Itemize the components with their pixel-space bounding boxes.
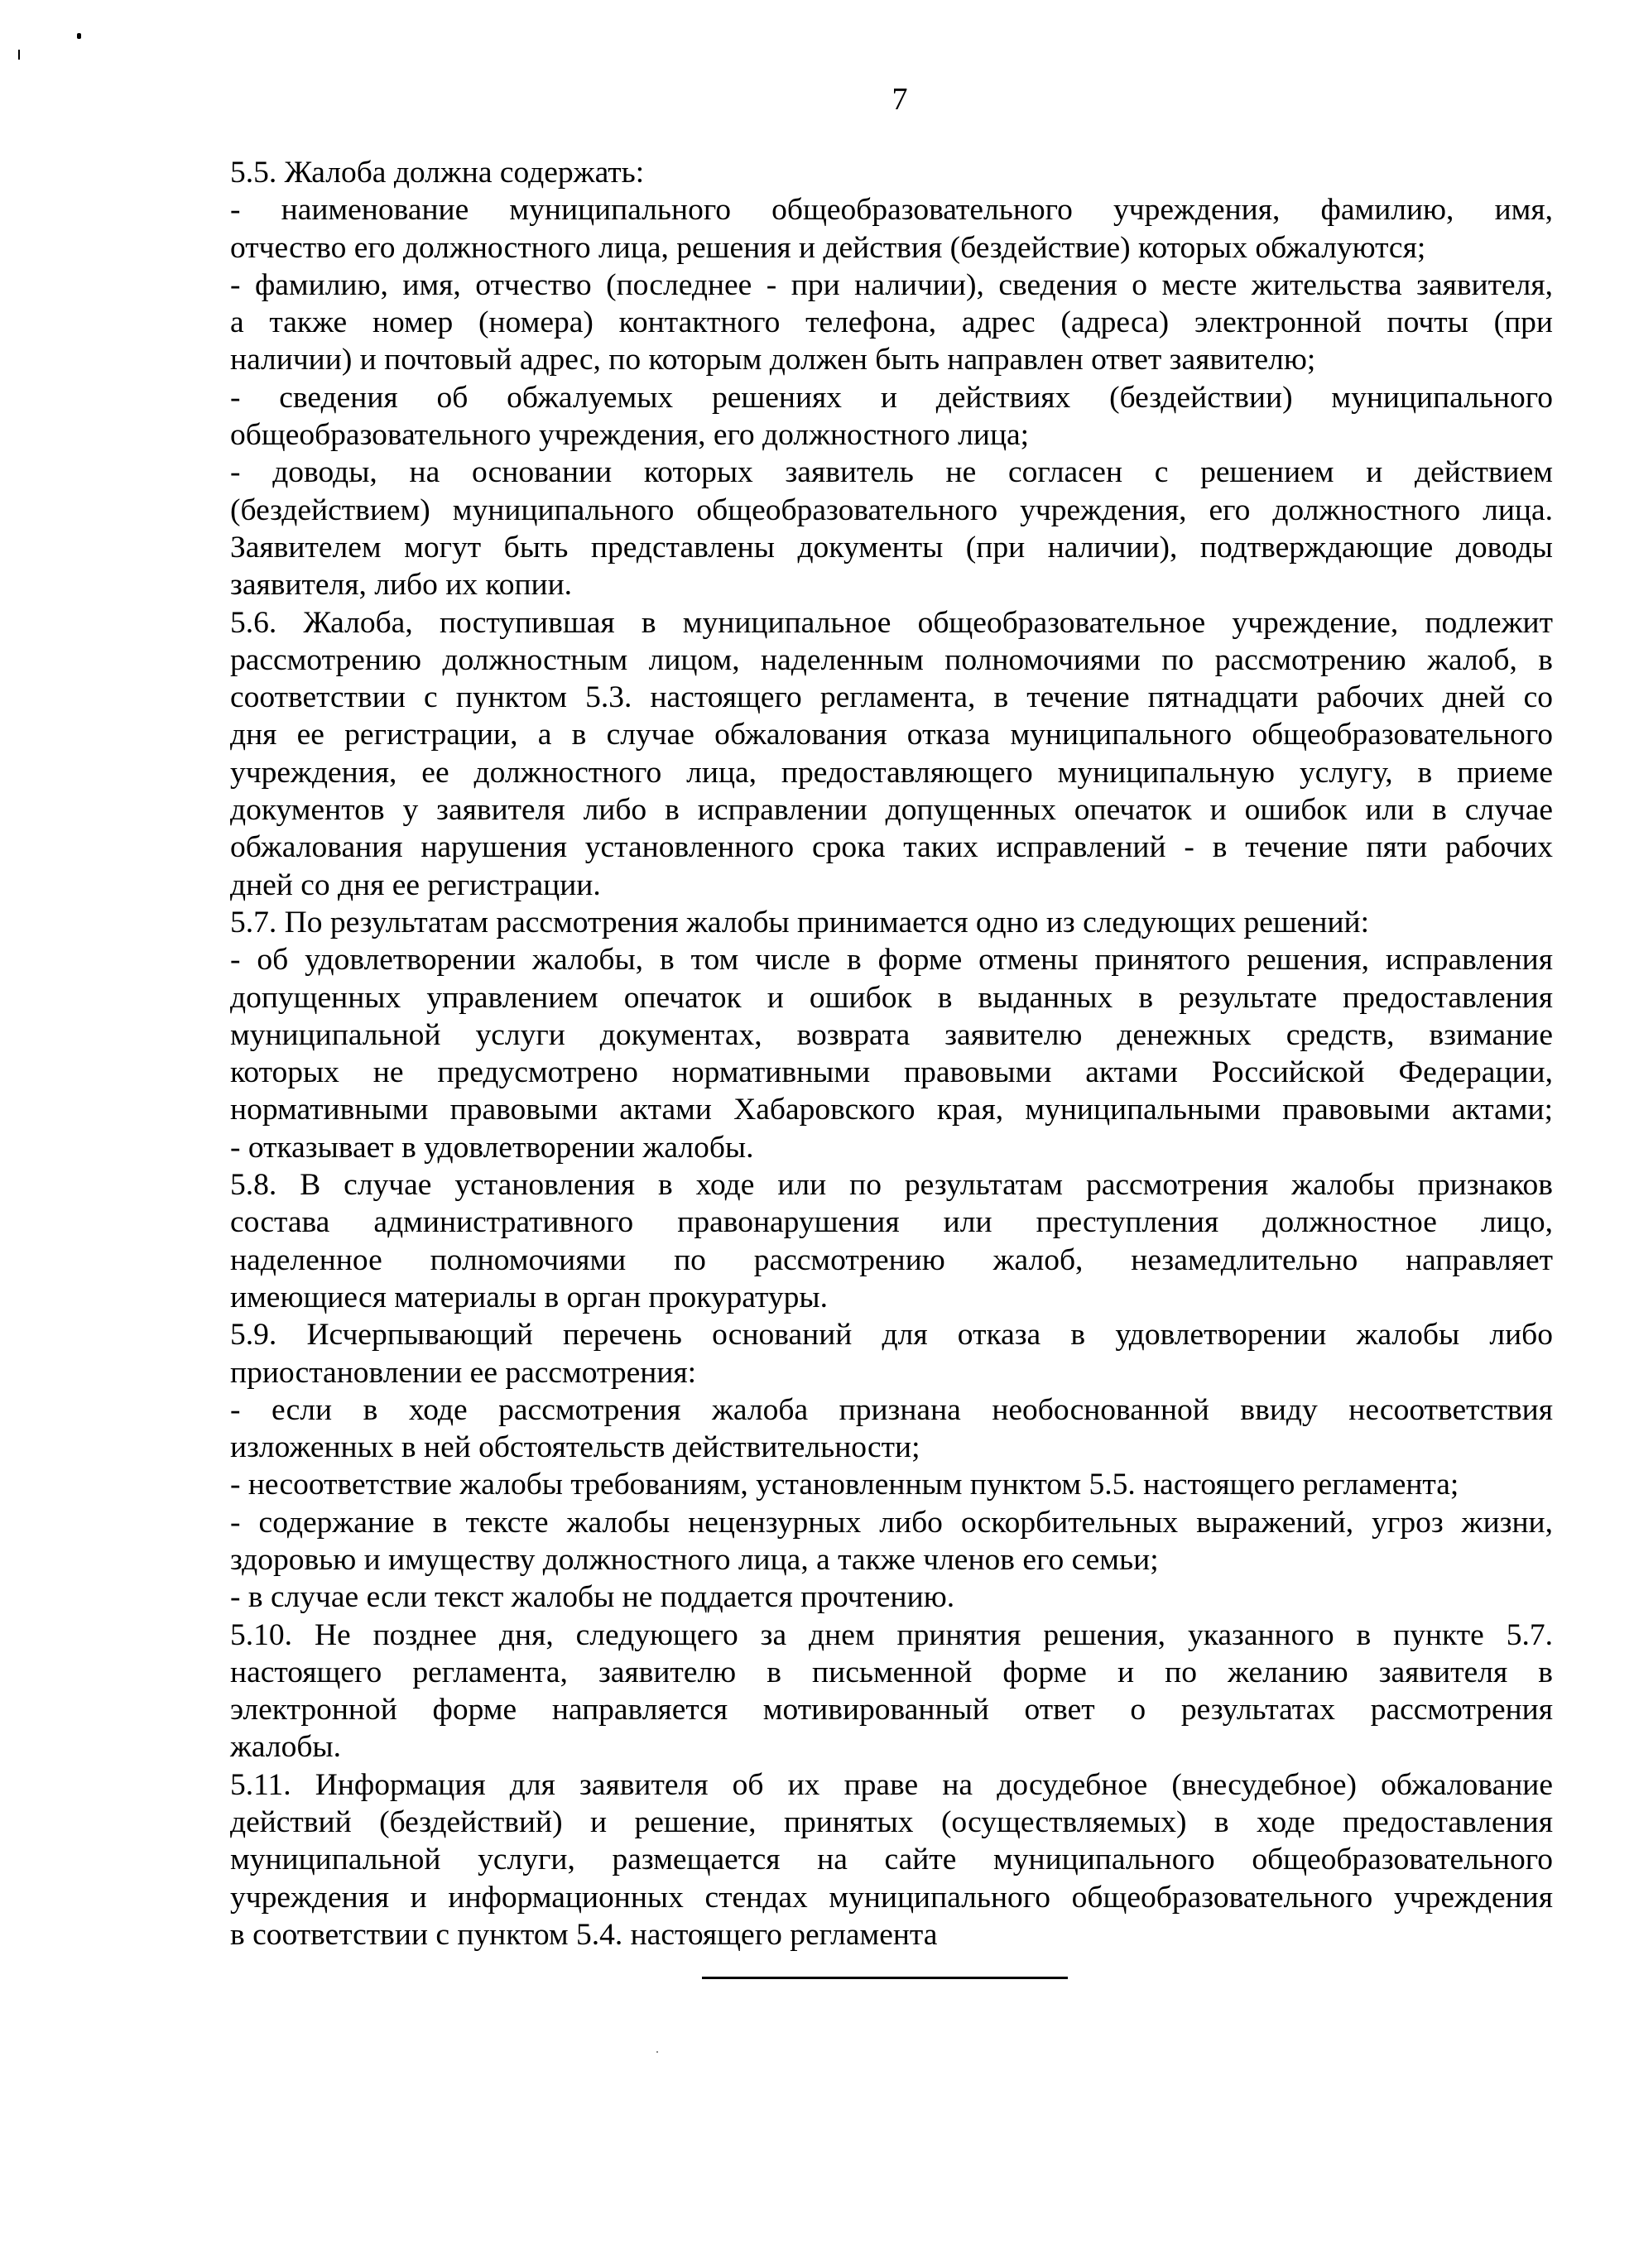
text-line: а также номер (номера) контактного телефона, адрес (адреса) электронной почты (при [230,305,1553,340]
text-line: 5.9. Исчерпывающий перечень оснований для отказа в удовлетворении жалобы либо [230,1318,1553,1353]
text-line: документов у заявителя либо в исправлении допущенных опечаток и ошибок или в случае [230,793,1553,828]
text-line: муниципальной услуги документах, возврата заявителю денежных средств, взимание [230,1017,1553,1052]
scan-artifact [18,50,20,60]
text-line: 5.8. В случае установления в ходе или по результатам рассмотрения жалобы признаков [230,1168,1553,1203]
end-of-section-rule [702,1977,1068,1979]
text-line: нормативными правовыми актами Хабаровского края, муниципальными правовыми актами; [230,1093,1553,1127]
text-line: действий (бездействий) и решение, принятых (осуществляемых) в ходе предоставления [230,1805,1553,1840]
text-line: допущенных управлением опечаток и ошибок в выданных в результате предоставления [230,980,1553,1015]
text-line: - фамилию, имя, отчество (последнее - при наличии), сведения о месте жительства заявителя, [230,267,1553,302]
text-line: - сведения об обжалуемых решениях и действиях (бездействии) муниципального [230,380,1553,415]
text-line: имеющиеся материалы в орган прокуратуры. [230,1280,828,1314]
text-line: дня ее регистрации, а в случае обжалования отказа муниципального общеобразовательного [230,718,1553,752]
page-number: 7 [891,82,908,117]
text-line: - отказывает в удовлетворении жалобы. [230,1130,754,1165]
document-body [230,154,1553,1953]
text-line: 5.7. По результатам рассмотрения жалобы принимается одно из следующих решений: [230,905,1370,939]
text-line: рассмотрению должностным лицом, наделенным полномочиями по рассмотрению жалоб, в [230,642,1553,677]
text-line: отчество его должностного лица, решения и действия (бездействие) которых обжалуются; [230,230,1426,265]
text-line: заявителя, либо их копии. [230,568,573,603]
text-line: приостановлении ее рассмотрения: [230,1355,697,1390]
text-line: обжалования нарушения установленного срока таких исправлений - в течение пяти рабочих [230,830,1553,865]
text-line: (бездействием) муниципального общеобразовательного учреждения, его должностного лица. [230,493,1553,527]
text-line: учреждения, ее должностного лица, предоставляющего муниципальную услугу, в приеме [230,755,1553,790]
text-line: 5.10. Не позднее дня, следующего за днем принятия решения, указанного в пункте 5.7. [230,1617,1553,1652]
text-line: - об удовлетворении жалобы, в том числе в форме отмены принятого решения, исправления [230,943,1553,978]
text-line: - доводы, на основании которых заявитель не согласен с решением и действием [230,455,1553,490]
text-line: настоящего регламента, заявителю в письменной форме и по желанию заявителя в [230,1655,1553,1689]
text-line: - содержание в тексте жалобы нецензурных либо оскорбительных выражений, угроз жизни, [230,1505,1553,1540]
text-line: 5.5. Жалоба должна содержать: [230,156,645,190]
text-line: наделенное полномочиями по рассмотрению жалоб, незамедлительно направляет [230,1242,1553,1277]
text-line: муниципальной услуги, размещается на сайте муниципального общеобразовательного [230,1843,1553,1877]
text-line: - в случае если текст жалобы не поддается прочтению. [230,1580,955,1615]
text-line: Заявителем могут быть представлены документы (при наличии), подтверждающие доводы [230,530,1553,565]
text-line: 5.6. Жалоба, поступившая в муниципальное общеобразовательное учреждение, подлежит [230,605,1553,640]
text-line: электронной форме направляется мотивированный ответ о результатах рассмотрения [230,1693,1553,1727]
text-line: в соответствии с пунктом 5.4. настоящего регламента [230,1917,938,1952]
text-line: - если в ходе рассмотрения жалоба признана необоснованной ввиду несоответствия [230,1392,1553,1427]
text-line: здоровью и имуществу должностного лица, а также членов его семьи; [230,1542,1159,1577]
text-line: общеобразовательного учреждения, его должностного лица; [230,418,1030,453]
text-line: изложенных в ней обстоятельств действительности; [230,1430,920,1465]
scan-speck [656,2051,658,2053]
text-line: - наименование муниципального общеобразовательного учреждения, фамилию, имя, [230,193,1553,228]
scan-artifact [77,33,81,39]
text-line: - несоответствие жалобы требованиям, установленным пунктом 5.5. настоящего регламента; [230,1468,1459,1502]
text-line: которых не предусмотрено нормативными правовыми актами Российской Федерации, [230,1055,1553,1090]
text-line: 5.11. Информация для заявителя об их праве на досудебное (внесудебное) обжалование [230,1767,1553,1802]
text-line: жалобы. [230,1730,341,1765]
text-line: дней со дня ее регистрации. [230,867,601,902]
text-line: состава административного правонарушения или преступления должностное лицо, [230,1205,1553,1240]
text-line: учреждения и информационных стендах муниципального общеобразовательного учреждения [230,1880,1553,1915]
text-line: наличии) и почтовый адрес, по которым должен быть направлен ответ заявителю; [230,343,1316,377]
text-line: соответствии с пунктом 5.3. настоящего регламента, в течение пятнадцати рабочих дней со [230,680,1553,715]
